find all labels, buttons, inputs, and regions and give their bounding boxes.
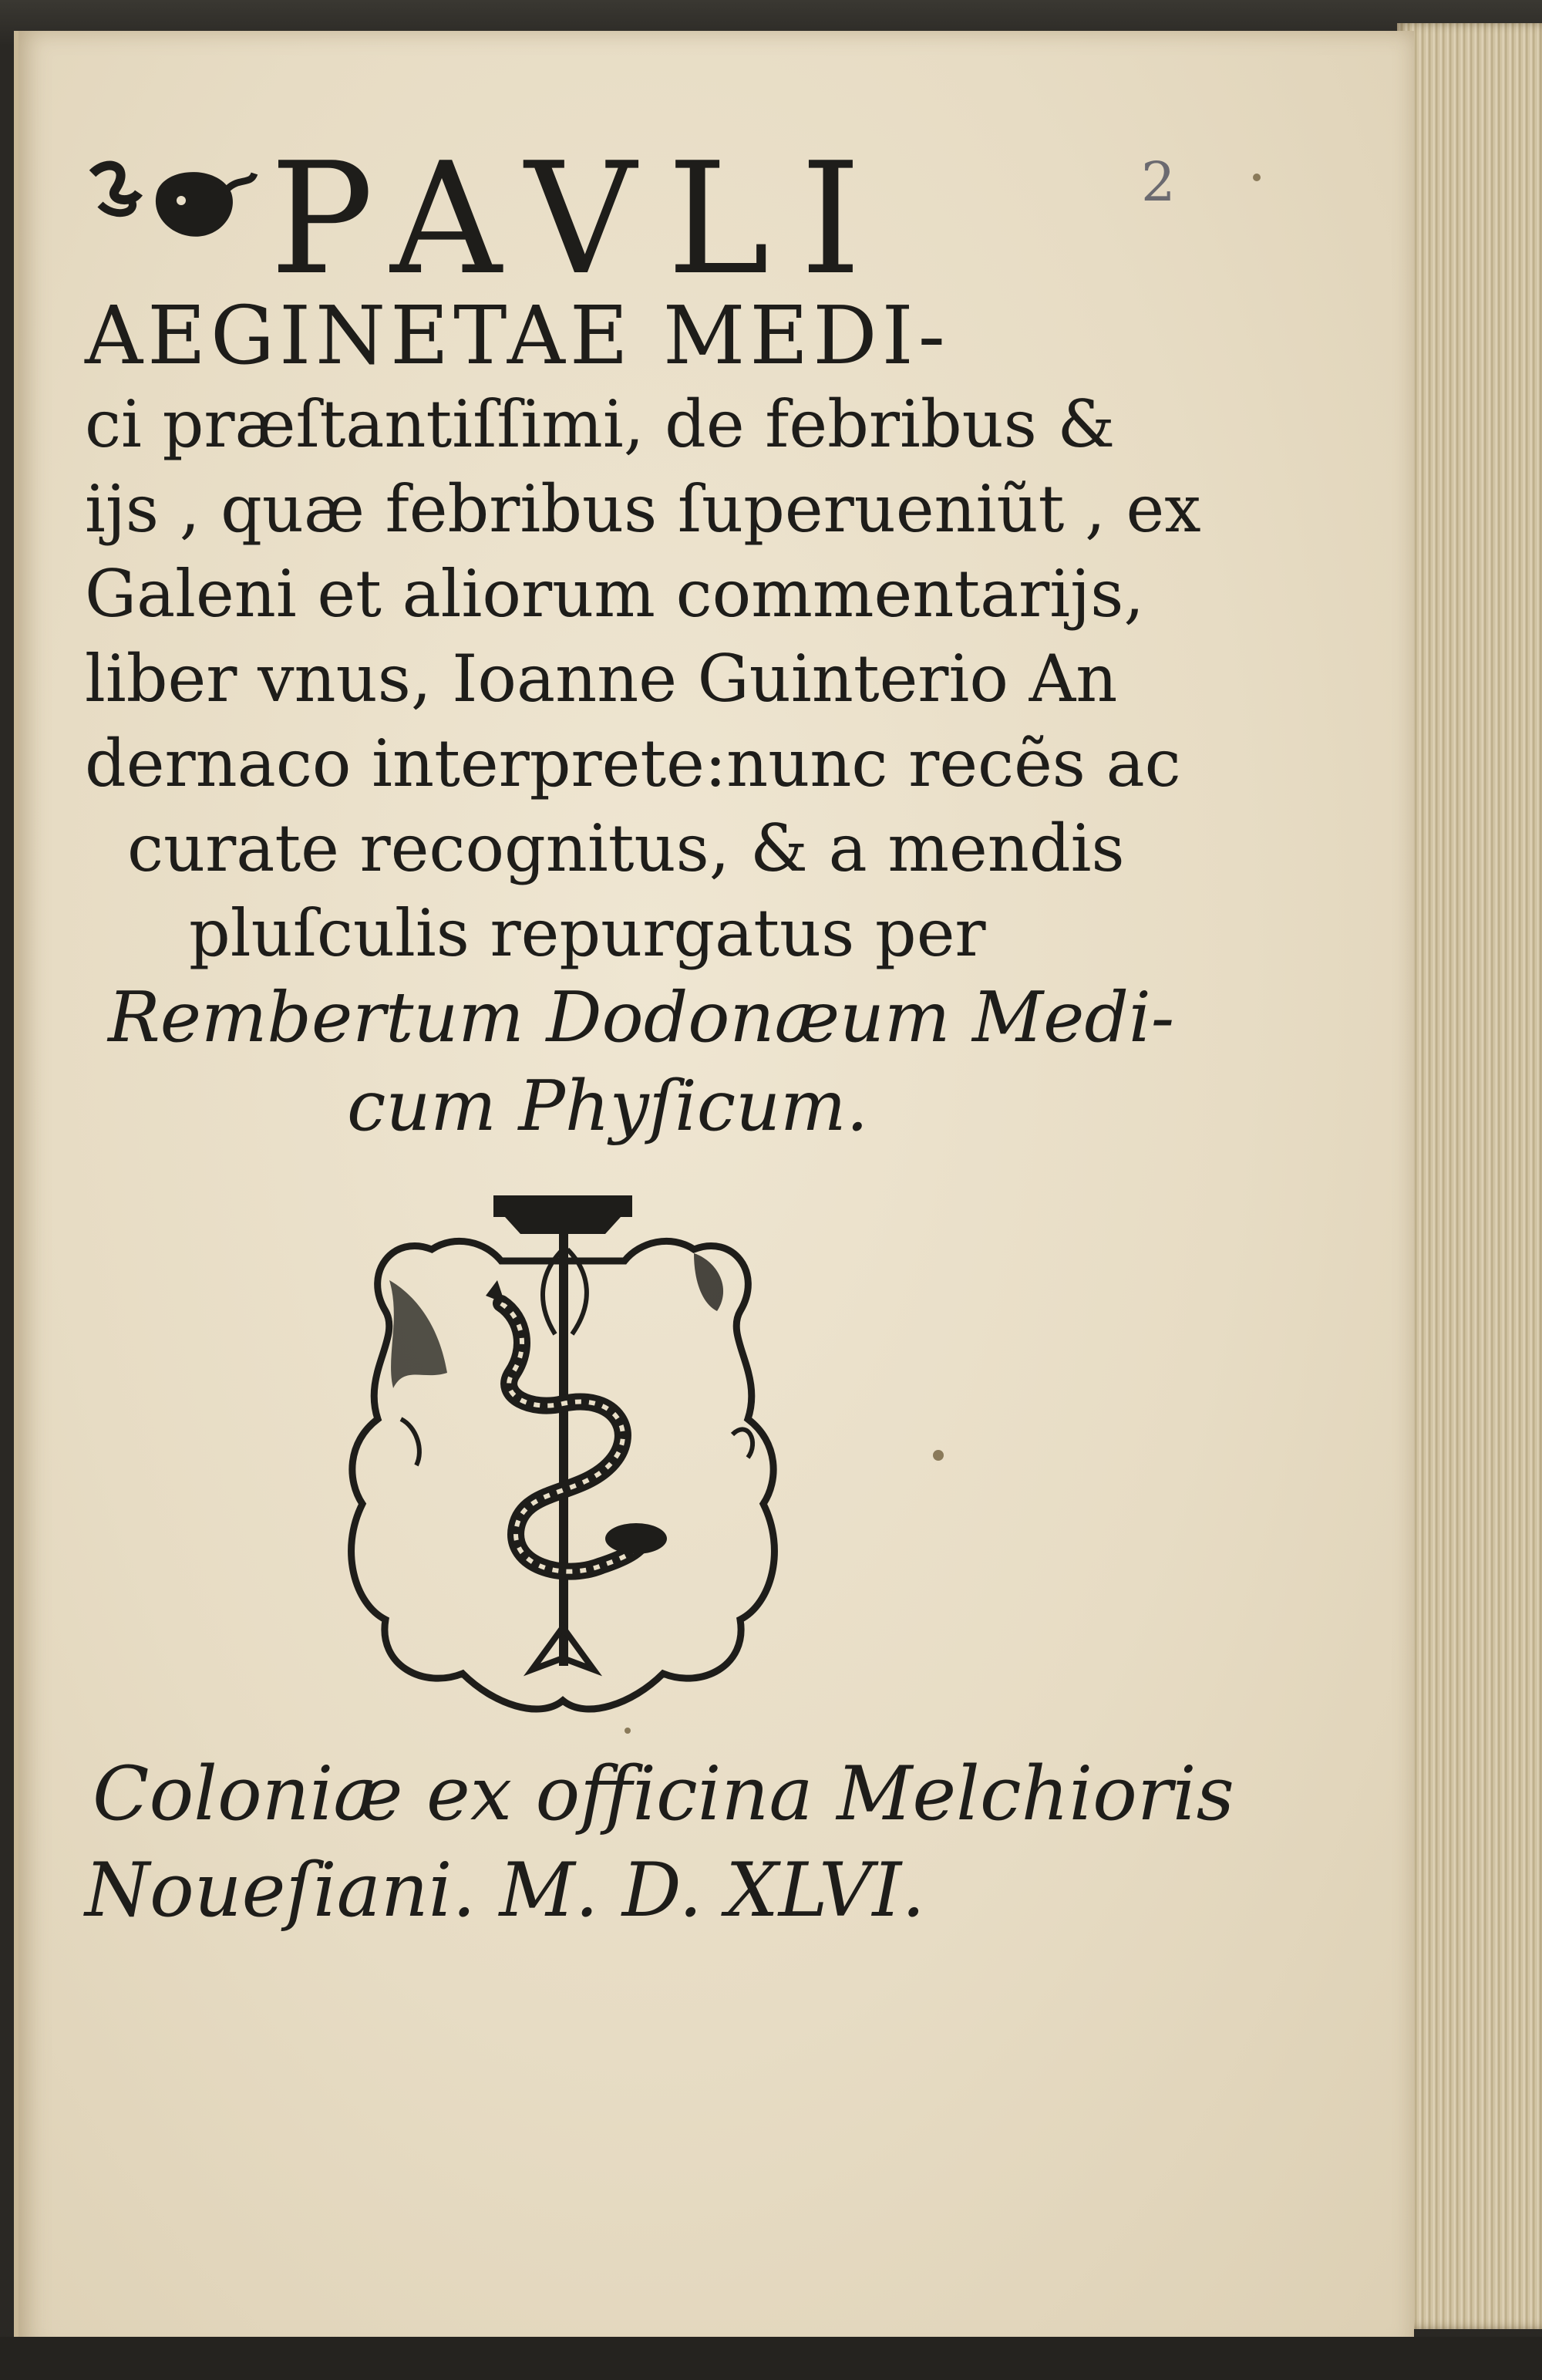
fleuron-ornament-icon	[85, 158, 262, 258]
title-line-4: Galeni et aliorum commentarijs,	[85, 556, 1145, 632]
author-line-2: cum Phyſicum.	[347, 1066, 869, 1147]
title-line-7: curate recognitus, & a mendis	[127, 811, 1125, 886]
bottom-shadow	[0, 2337, 1542, 2380]
page-edges	[1397, 23, 1542, 2329]
foxing-spot	[625, 1728, 631, 1734]
foxing-spot	[1253, 174, 1261, 181]
title-row	[85, 130, 1056, 309]
author-line-1: Rembertum Dodonæum Medi-	[108, 977, 1175, 1058]
title-line-2: ci præſtantiſſimi, de febribus &	[85, 386, 1116, 462]
title-line-8: pluſculis repurgatus per	[189, 895, 986, 971]
title-main-word: PAVLI	[270, 130, 892, 309]
margin-note: 2	[1141, 150, 1176, 214]
title-line-6: dernaco interprete:nunc recẽs ac	[85, 726, 1181, 801]
title-line-1: AEGINETAE MEDI-	[85, 288, 950, 383]
foxing-spot	[933, 1450, 944, 1461]
printer-device-serpent-staff-icon	[332, 1188, 794, 1728]
title-line-3: ijs , quæ febribus ſuperueniũt , ex	[85, 471, 1201, 547]
imprint-line-2: Noueſiani. M. D. XLVI.	[85, 1847, 925, 1933]
title-line-5: liber vnus, Ioanne Guinterio An	[85, 641, 1118, 716]
imprint-line-1: Coloniæ ex officina Melchioris	[93, 1751, 1234, 1837]
